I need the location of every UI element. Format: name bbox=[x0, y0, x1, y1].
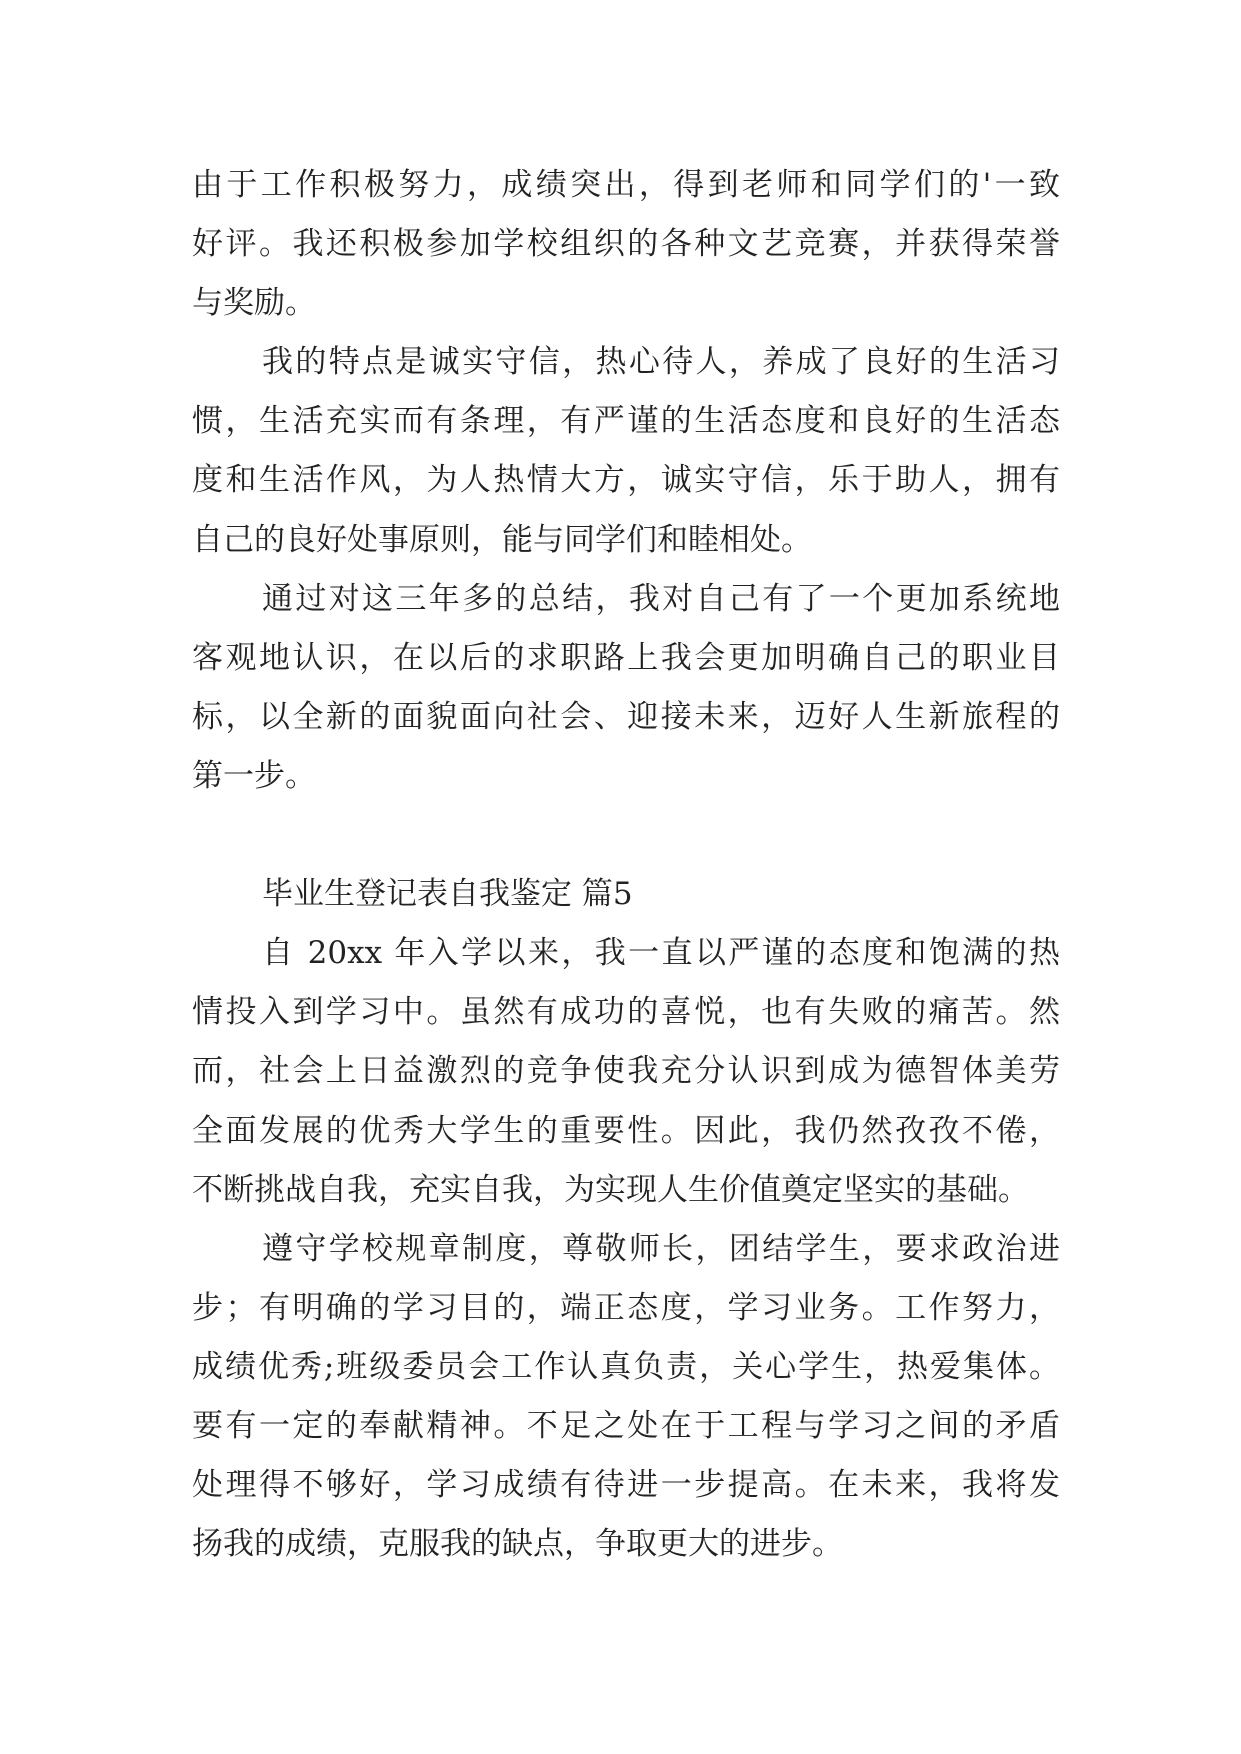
paragraph-line: 全面发展的优秀大学生的重要性。因此，我仍然孜孜不倦， bbox=[192, 1112, 1060, 1149]
body-text bbox=[192, 156, 1060, 1574]
paragraph-line: 遵守学校规章制度，尊敬师长，团结学生，要求政治进 bbox=[262, 1230, 1060, 1267]
paragraph-line: 惯，生活充实而有条理，有严谨的生活态度和良好的生活态 bbox=[192, 403, 1060, 440]
paragraph-line: 通过对这三年多的总结，我对自己有了一个更加系统地 bbox=[262, 580, 1060, 617]
paragraph-line: 客观地认识，在以后的求职路上我会更加明确自己的职业目 bbox=[192, 639, 1060, 676]
paragraph-line: 情投入到学习中。虽然有成功的喜悦，也有失败的痛苦。然 bbox=[192, 994, 1060, 1031]
paragraph bbox=[192, 333, 1060, 569]
paragraph-line: 我的特点是诚实守信，热心待人，养成了良好的生活习 bbox=[262, 344, 1060, 381]
paragraph bbox=[192, 1220, 1060, 1575]
paragraph-line: 自己的良好处事原则，能与同学们和睦相处。 bbox=[192, 521, 812, 558]
paragraph-line: 而，社会上日益激烈的竞争使我充分认识到成为德智体美劳 bbox=[192, 1053, 1060, 1090]
paragraph-line: 不断挑战自我，充实自我，为实现人生价值奠定坚实的基础。 bbox=[192, 1171, 1029, 1208]
paragraph-line: 与奖励。 bbox=[192, 285, 316, 322]
paragraph-line: 自 20xx 年入学以来，我一直以严谨的态度和饱满的热 bbox=[262, 935, 1060, 972]
paragraph-line: 度和生活作风，为人热情大方，诚实守信，乐于助人，拥有 bbox=[192, 462, 1060, 499]
paragraph-line: 成绩优秀;班级委员会工作认真负责，关心学生，热爱集体。 bbox=[192, 1348, 1060, 1385]
paragraph bbox=[192, 570, 1060, 806]
paragraph-line: 处理得不够好，学习成绩有待进一步提高。在未来，我将发 bbox=[192, 1467, 1060, 1504]
section-heading: 毕业生登记表自我鉴定 篇5 bbox=[262, 876, 633, 913]
paragraph bbox=[192, 156, 1060, 333]
paragraph-line: 第一步。 bbox=[192, 757, 316, 794]
paragraph-line: 好评。我还积极参加学校组织的各种文艺竞赛，并获得荣誉 bbox=[192, 226, 1060, 263]
paragraph-line: 标，以全新的面貌面向社会、迎接未来，迈好人生新旅程的 bbox=[192, 698, 1060, 735]
paragraph-line: 要有一定的奉献精神。不足之处在于工程与学习之间的矛盾 bbox=[192, 1407, 1060, 1444]
paragraph-line: 步；有明确的学习目的，端正态度，学习业务。工作努力， bbox=[192, 1289, 1060, 1326]
paragraph-line: 由于工作积极努力，成绩突出，得到老师和同学们的'一致 bbox=[192, 167, 1060, 203]
paragraph bbox=[192, 924, 1060, 1219]
paragraph-line: 扬我的成绩，克服我的缺点，争取更大的进步。 bbox=[192, 1526, 843, 1563]
